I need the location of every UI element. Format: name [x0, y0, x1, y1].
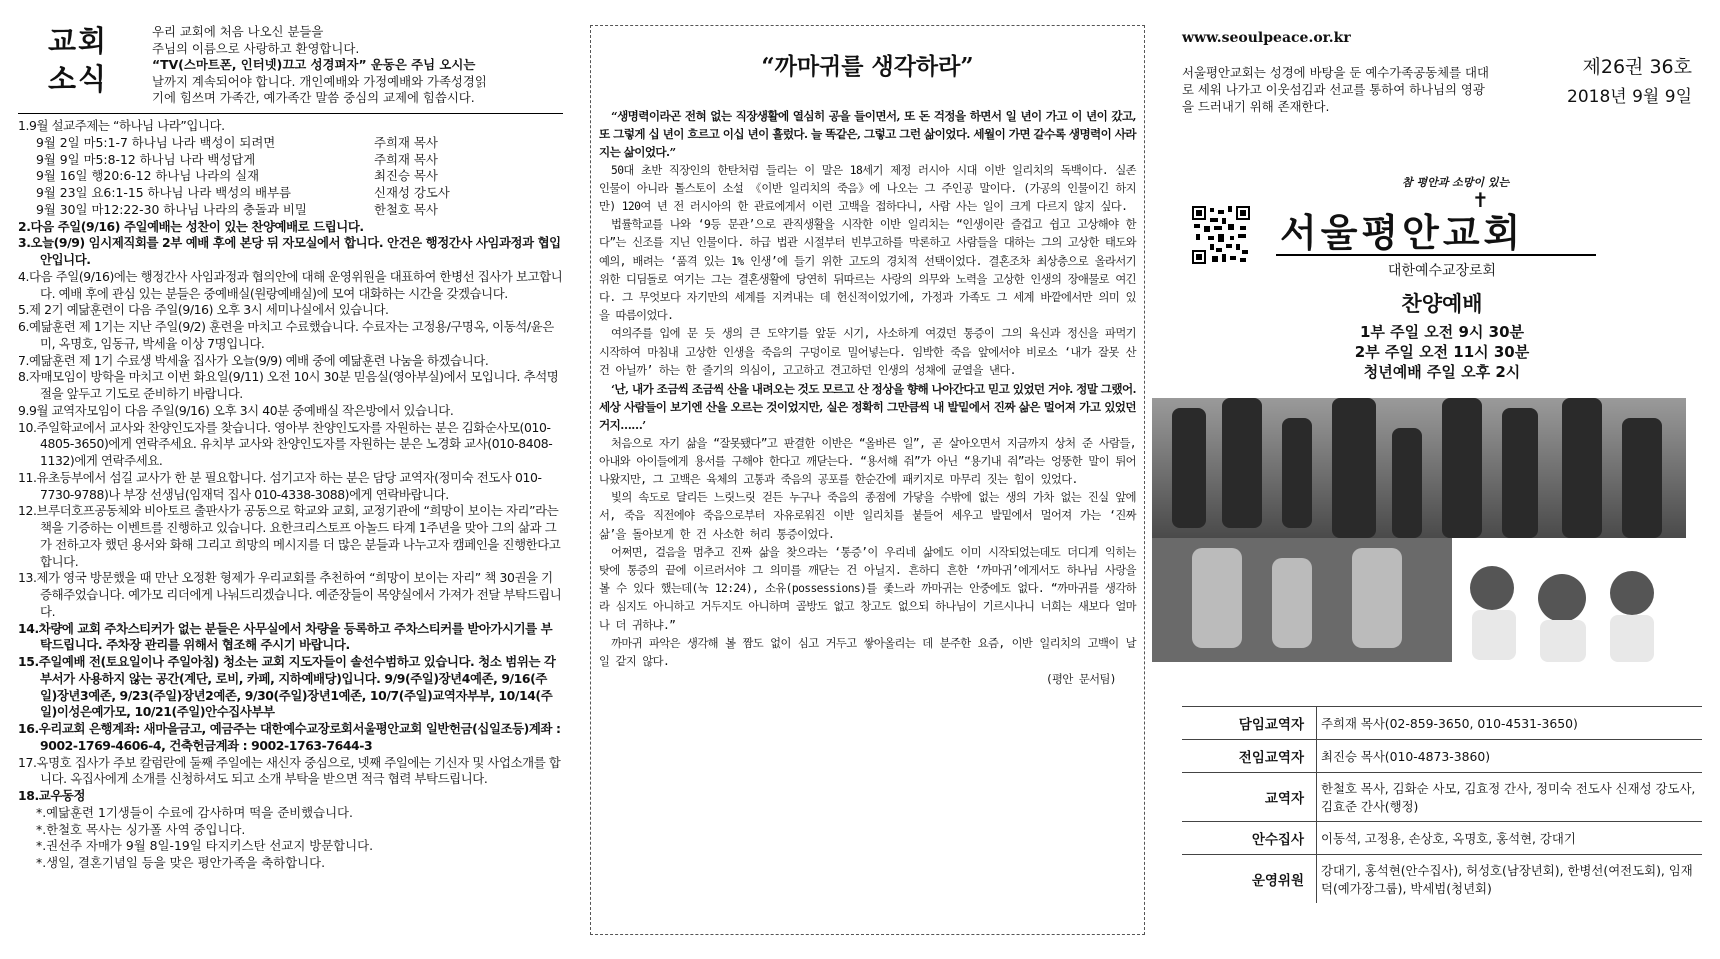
sermon-schedule: [18, 135, 563, 219]
news-item: 18.교우동정: [18, 788, 86, 803]
divider: [18, 113, 563, 114]
staff-directory: [1182, 706, 1702, 903]
news-item: 11.유초등부에서 섬길 교사가 한 분 필요합니다. 섬기고자 하는 분은 담당 교역자(정미숙 전도사 010-7730-9788)나 부장 선생님(임재덕 집사 010-4338-3088)에게 연락바랍니다.: [18, 469, 542, 502]
sermon-row: 9월 30일 마12:22-30 하나님 나라의 충돌과 비밀 한철호 목사: [36, 201, 438, 217]
mission-statement: 서울평안교회는 성경에 바탕을 둔 예수가족공동체를 대대로 세워 나가고 이웃섬김과 선교를 통하여 하나님의 영광을 드러내기 위해 존재한다.: [1182, 65, 1489, 114]
article-quote: ‘난, 내가 조금씩 조금씩 산을 내려오는 것도 모르고 산 정상을 향해 나아간다고 믿고 있었던 거야. 정말 그랬어. 세상 사람들이 보기엔 산을 오르는 것이었지만, 실은 정확히 그만큼씩 내 발밑에서 진짜 삶은 멀어져 가고 있었던 거지……’: [599, 382, 1136, 433]
welcome-intro: 우리 교회에 처음 나오신 분들을 주님의 이름으로 사랑하고 환영합니다. “TV(스마트폰, 인터넷)끄고 성경펴자” 운동은 주님 오시는 날까지 계속되어야 합니다. 개인예배와 가정예배와 가족성경읽 기에 힘쓰며 가족간, 예가족간 말씀 중심의 교제에 힘씁시다.: [152, 24, 487, 106]
article-signature: (평안 문서팀): [1045, 673, 1116, 687]
church-name: 서울평안교회: [1280, 211, 1525, 255]
staff-row: 교역자 한철호 목사, 김화순 사모, 김효정 간사, 정미숙 전도사 신재성 강도사, 김효준 간사(행정): [1182, 773, 1702, 822]
logo-tagline: 참 평안과 소망이 있는: [1402, 176, 1510, 189]
article-title: “까마귀를 생각하라”: [761, 53, 974, 80]
news-item: 2.다음 주일(9/16) 주일예배는 성찬이 있는 찬양예배로 드립니다.: [18, 218, 364, 234]
news-item: 17.옥명호 집사가 주보 칼럼란에 둘째 주일에는 새신자 중심으로, 넷째 주일에는 기신자 및 사업소개를 합니다. 옥집사에게 소개를 신청하셔도 되고 소개 부탁을 받으면 적극 협력 부탁드립니다.: [18, 754, 561, 787]
column-article: [590, 25, 1145, 935]
news-list: [18, 118, 563, 872]
staff-row: 안수집사 이동석, 고정용, 손상호, 옥명호, 홍석현, 강대기: [1182, 822, 1702, 855]
worship-time: 1부 주일 오전 9시 30분: [1359, 323, 1525, 341]
cross-icon: ✝: [1472, 188, 1489, 212]
news-item: 3.오늘(9/9) 임시제직회를 2부 예배 후에 본당 뒤 자모실에서 합니다. 안건은 행정간사 사임과정과 협입안입니다.: [18, 235, 561, 267]
news-item: 8.자매모임이 방학을 마치고 이번 화요일(9/11) 오전 10시 30분 믿음실(영아부실)에서 모입니다. 추석명절을 앞두고 기도로 준비하기 바랍니다.: [18, 369, 559, 401]
news-header: [18, 22, 563, 110]
qr-code-icon: [1192, 206, 1250, 264]
bulletin-cover: [1182, 30, 1702, 959]
news-item: 6.예닮훈련 제 1기는 지난 주일(9/2) 훈련을 마치고 수료했습니다. 수료자는 고정용/구명옥, 이동석/윤은미, 옥명호, 임동규, 박세율 이상 7명입니다.: [18, 319, 554, 351]
issue-volume: 제26권 36호: [1582, 56, 1692, 78]
article-paragraph: 처음으로 자기 삶을 “잘못됐다”고 판결한 이반은 “올바른 일”, 곧 살아오면서 지금까지 상처 준 사람들, 아내와 아이들에게 용서를 구해야 한다고 깨닫는다. “용서해 줘”가 아닌 “용기내 줘”라는 엉뚱한 말이 튀어나왔지만, 그 고백은 육체의 고통과 죽음의 공포를 한순간에 패키지로 마무리 짓는 힘이 있었다.: [599, 436, 1136, 487]
staff-row: 전임교역자 최진승 목사(010-4873-3860): [1182, 740, 1702, 773]
news-item: 1.9월 설교주제는 “하나님 나라”입니다.: [18, 118, 225, 133]
news-item: 10.주일학교에서 교사와 찬양인도자를 찾습니다. 영아부 찬양인도자를 자원하는 분은 김화순사모(010-4805-3650)에게 연락주세요. 유치부 교사와 찬양인도자를 자원하는 분은 노경화 교사(010-8408-1132)에게 연락주세요.: [18, 419, 553, 468]
article-paragraph: 까마귀 파악은 생각해 볼 짬도 없이 심고 거두고 쌓아올리는 데 분주한 요즘, 이반 일리치의 고백이 날 일 같지 않다.: [599, 636, 1136, 669]
member-news: *.예닮훈련 1기생들이 수료에 감사하며 떡을 준비했습니다. *.한철호 목사는 싱가폴 사역 중입니다. *.권선주 자매가 9월 8일-19일 타지키스탄 선교지 방문합니다. *.생일, 결혼기념일 등을 맞은 평안가족을 축하합니다.: [36, 804, 374, 870]
news-section-title: 교회 소식: [47, 24, 109, 96]
sermon-row: 9월 9일 마5:8-12 하나님 나라 백성답게 주희재 목사: [36, 151, 438, 167]
article-paragraph: 여의주를 입에 문 듯 생의 큰 도약기를 앞둔 시기, 사소하게 여겼던 통증이 그의 육신과 정신을 파먹기 시작하여 마침내 고상한 인생을 죽음의 구덩이로 밀어넣는다. 임박한 죽음 앞에서야 비로소 ‘내가 잘못 산 건 아닐까’ 하는 한 줄기의 의심이, 고고하고 견고하던 인생의 성채에 균열을 낸다.: [599, 327, 1136, 377]
worship-schedule: [1182, 288, 1702, 382]
church-logo: [1182, 170, 1702, 381]
staff-row: 담임교역자 주희재 목사(02-859-3650, 010-4531-3650): [1182, 707, 1702, 740]
issue-date: 2018년 9월 9일: [1567, 87, 1692, 107]
staff-row: 운영위원 강대기, 홍석현(안수집사), 허성호(남장년회), 한병선(여전도회), 임재덕(예가장그룹), 박세범(청년회): [1182, 855, 1702, 904]
article-paragraph: 어쩌면, 걸음을 멈추고 진짜 삶을 찾으라는 ‘통증’이 우리네 삶에도 이미 시작되었는데도 더디게 익히는 탓에 통증의 끝에 이르러서야 그 의미를 깨닫는 건 아닐지. 흔하디 흔한 ‘까마귀’에게서도 하나님 사랑을 볼 수 있다 했는데(눅 12:24), 소유(possessions)를 좇느라 까마귀는 안중에도 없다. “까마귀를 생각하라 심지도 아니하고 거두지도 아니하며 골방도 없고 창고도 없으되 하나님이 기르시나니 너희는 새보다 얼마나 더 귀하냐.”: [599, 545, 1136, 632]
article-quote: “생명력이라곤 전혀 없는 직장생활에 열심히 공을 들이면서, 또 돈 걱정을 하면서 일 년이 가고 이 년이 갔고, 또 그렇게 십 년이 흐르고 이십 년이 흘렀다. 늘 똑같은, 그렇고 그런 삶이었다. 세월이 가면 갈수록 생명력이 사라지는 삶이었다.”: [599, 109, 1136, 160]
sermon-row: 9월 2일 마5:1-7 하나님 나라 백성이 되려면 주희재 목사: [36, 134, 438, 150]
news-item: 7.예닮훈련 제 1기 수료생 박세율 집사가 오늘(9/9) 예배 중에 예닮훈련 나눔을 하겠습니다.: [18, 352, 489, 368]
news-item: 15.주일예배 전(토요일이나 주일아침) 청소는 교회 지도자들이 솔선수범하고 있습니다. 청소 범위는 각 부서가 사용하지 않는 공간(계단, 로비, 카페, 지하예배당)입니다. 9/9(주일)장년4예존, 9/16(주일)장년3예존, 9/23(주일)장년2예존, 9/30(주일)장년1예존, 10/7(주일)교역자부부, 10/14(주일)이성은예가모, 10/21(주일)안수집사부부: [18, 654, 556, 720]
denomination: 대한예수교장로회: [1387, 263, 1497, 279]
news-item: 16.우리교회 은행계좌: 새마을금고, 예금주는 대한예수교장로회서울평안교회 일반헌금(십일조등)계좌 : 9002-1769-4606-4, 건축헌금계좌 : 9002-1763-7644-3: [18, 721, 561, 753]
worship-time: 2부 주일 오전 11시 30분: [1354, 343, 1530, 361]
news-item: 13.제가 영국 방문했을 때 만난 오정환 형제가 우리교회를 추천하여 “희망이 보이는 자리” 책 30권을 기증해주었습니다. 예가모 리더에게 나눠드리겠습니다. 예준장들이 목양실에서 가져가 전달 부탁드립니다.: [18, 570, 562, 619]
article-body: [599, 107, 1136, 690]
worship-title: 찬양예배: [1401, 292, 1483, 316]
news-item: 14.차량에 교회 주차스티커가 없는 분들은 사무실에서 차량을 등록하고 주차스티커를 받아가시기를 부탁드립니다. 주차장 관리를 위해서 협조해 주시기 바랍니다.: [18, 620, 553, 653]
article-paragraph: 법률학교를 나와 ‘9등 문관’으로 관직생활을 시작한 이반 일리치는 “인생이란 즐겁고 쉽고 고상해야 한다”는 신조를 지닌 인물이다. 하급 법관 시절부터 빈부고하를 막론하고 사람들을 대하는 그의 고상한 태도와 예의, 배려는 ‘품격 있는 1% 인생’에 들기 위한 고도의 경치적 선택이었다. 결혼조차 최상층으로 올라서기 위한 디딤돌로 여기는 그는 결혼생활에 당연히 뒤따르는 사랑의 의무와 노력을 고상한 인생의 장애물로 여긴다. 그 무엇보다 자기만의 세계를 지켜내는 데 헌신적이었기에, 가정과 가족도 그 세계 바깥에서만 의미 있을 따름이었다.: [599, 218, 1136, 323]
news-item: 9.9월 교역자모임이 다음 주일(9/16) 오후 3시 40분 중예배실 작은방에서 있습니다.: [18, 402, 454, 418]
website-link[interactable]: www.seoulpeace.or.kr: [1182, 30, 1351, 46]
article-paragraph: 50대 초반 직장인의 한탄처럼 들리는 이 말은 18세기 제정 러시아 시대 이반 일리치의 독백이다. 실존 인물이 아니라 톨스토이 소설 《이반 일리치의 죽음》에 나오는 그 주인공 말이다. (가공의 인물이긴 하지만) 120여 년 전 러시아의 한 관료에게서 이런 고백을 접하다니, 사람 사는 일이 크게 다르지 않지 싶다.: [599, 163, 1136, 214]
news-item: 5.제 2기 예닮훈련이 다음 주일(9/16) 오후 3시 세미나실에서 있습니다.: [18, 302, 389, 318]
congregation-photo: [1152, 398, 1686, 662]
news-item: 12.브루더호프공동체와 비아토르 출판사가 공동으로 학교와 교회, 교정기관에 “희망이 보이는 자리”라는 책을 기증하는 이벤트를 진행하고 있습니다. 요한크리스토프 아놀드 타계 1주년을 맞아 그의 삶과 그가 전하고자 했던 용서와 화해 그리고 희망의 메시지를 더 많은 분들과 나누고자 캠페인을 진행한다고 합니다.: [18, 503, 561, 569]
article-paragraph: 빛의 속도로 달리든 느릿느릿 걷든 누구나 죽음의 종점에 가닿을 수밖에 없는 생의 가차 없는 진실 앞에서, 죽음 직전에야 죽음으로부터 자유로워진 이반 일리치를 붙들어 세우고 발밑에서 멀어져 가는 ‘진짜 삶’을 돌아보게 한 건 사소한 허리 통증이었다.: [599, 491, 1136, 541]
worship-time: 청년예배 주일 오후 2시: [1363, 363, 1521, 381]
church-news-column: [18, 22, 563, 959]
sermon-row: 9월 16일 행20:6-12 하나님 나라의 실재 최진승 목사: [36, 168, 438, 184]
sermon-row: 9월 23일 요6:1-15 하나님 나라 백성의 배부름 신재성 강도사: [36, 185, 450, 200]
divider: [1276, 254, 1596, 256]
news-item: 4.다음 주일(9/16)에는 행정간사 사임과정과 협의안에 대해 운영위원을 대표하여 한병선 집사가 보고합니다. 예배 후에 관심 있는 분들은 중예배실(원랑예배실)에 모여 대화하는 시간을 갖겠습니다.: [18, 268, 563, 301]
